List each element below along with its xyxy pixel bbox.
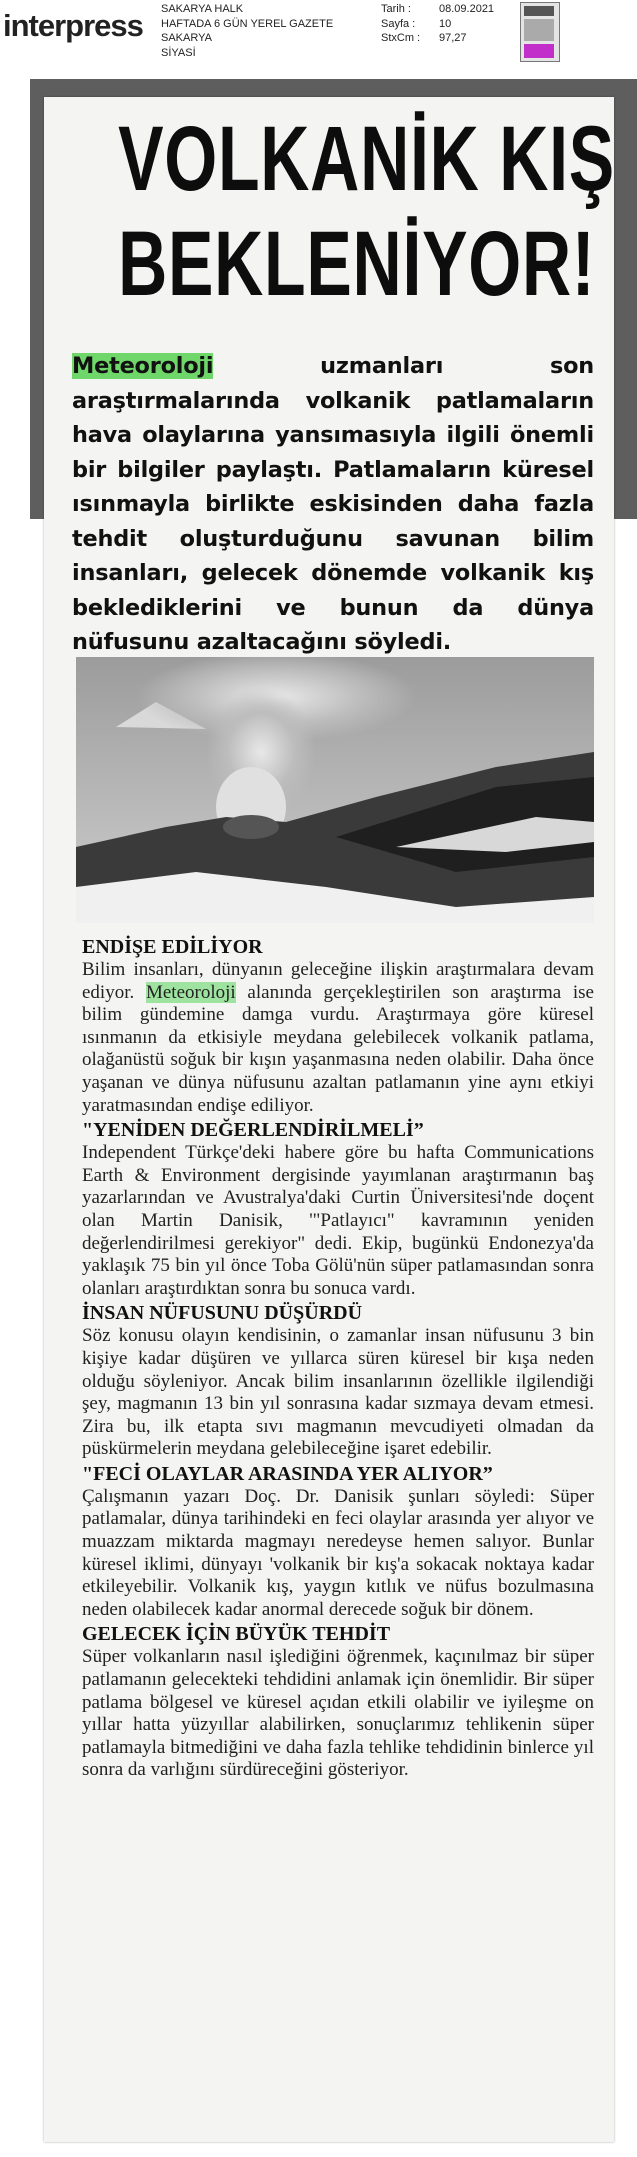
publication-name: SAKARYA HALK [161,3,244,15]
section-heading-2: "YENİDEN DEĞERLENDİRİLMELİ” [82,1119,424,1142]
lead-text: uzmanları son araştırmalarında volkanik patlamaların hava olaylarına yansımasıyla ilgili önemli bir bilgiler paylaştı. Patlamaların küresel ısınmayla birlikte eskisinden daha fazla tehdit oluşturduğunu savunan bilim insanları, gelecek dönemde volkanik kış beklediklerini ve bunun da dünya nüfusunu azaltacağını söyledi. [72,353,594,655]
clipping-header [0,0,637,66]
article-paper [44,97,614,2142]
section-text-5: Süper volkanların nasıl işlediğini öğrenmek, kaçınılmaz bir süper patlamanın gelecekteki tehdidini anlamak için önemlidir. Bir süper patlama bölgesel ve küresel açıdan etkili olabilir ve iyileşme on yıllar hatta yüzyıllar alabilirken, sonuçlarımız tehlikenin süper patlamayla bitmediğini ve daha fazla tehlike tehdidinin binlerce yıl sonra da varlığını sürdüreceğini gösteriyor. [82,1646,594,1781]
clipping-meta [381,2,494,46]
publication-city: SAKARYA [161,32,212,44]
interpress-logo [3,8,143,44]
section-heading-1: ENDİŞE EDİLİYOR [82,936,263,958]
meta-page: Sayfa : 10 [381,17,452,30]
page-thumbnail [520,2,560,62]
section-text-1: Bilim insanları, dünyanın geleceğine ilişkin araştırmalara devam ediyor. Meteoroloji alanında gerçekleştirilen son araştırma ise bilim gündemine damga vurdu. Araştırmaya göre küresel ısınmanın da etkisiyle meydana gelebilecek volkanik patlama, olağanüstü soğuk bir kışın yaşanmasına neden olabilir. Daha önce yaşanan ve dünya nüfusunu azaltan patlamanın yine aynı etkiyi yaratmasından endişe ediliyor. [82,959,594,1116]
publication-category: SİYASİ [161,46,196,59]
article-body [82,935,594,1783]
section-heading-5: GELECEK İÇİN BÜYÜK TEHDİT [82,1623,391,1646]
section-heading-4: "FECİ OLAYLAR ARASINDA YER ALIYOR” [82,1462,493,1485]
logo-text: interpress [3,8,143,43]
lead-paragraph [72,349,594,660]
section-text-3: Söz konusu olayın kendisinin, o zamanlar insan nüfusunu 3 bin kişiye kadar düşüren ve yıllarca süren küresel bir kışa neden olduğu söyleniyor. Ancak bilim insanlarının özellikle ilgilendiği şey, magmanın 13 bin yıl sonrasına kadar sızmaya devam etmesi. Zira bu, ilk etapta sıvı magmanın mevcudiyeti olmadan da püskürmelerin meydana gelebileceğine işaret edebilir. [82,1325,594,1460]
meta-stxcm: StxCm : 97,27 [381,32,467,44]
section-heading-3: İNSAN NÜFUSUNU DÜŞÜRDÜ [82,1302,363,1325]
publication-frequency: HAFTADA 6 GÜN YEREL GAZETE [161,17,334,30]
section-text-2: Independent Türkçe'deki habere göre bu hafta Communications Earth & Environment dergisinde yayımlanan araştırmanın baş yazarlarından ve Avustralya'daki Curtin Üniversitesi'nde doçent olan Martin Danisik, '"Patlayıcı" kavramının yeniden değerlendirilmesi gerekiyor" dedi. Ekip, bugünkü Endonezya'da yaklaşık 75 bin yıl önce Toba Gölü'nün süper patlamasından sonra olanları araştırdıktan sonra bu sonuca vardı. [82,1142,594,1299]
volcano-photo [76,657,594,923]
publication-info [161,2,333,60]
body-keyword-highlight: Meteoroloji [145,981,236,1003]
meta-date: Tarih : 08.09.2021 [381,3,495,15]
lead-keyword-highlight: Meteoroloji [72,353,214,379]
section-text-4: Çalışmanın yazarı Doç. Dr. Danisik şunları söyledi: Süper patlamalar, dünya tarihindeki en feci olaylar arasında yer alıyor ve muazzam miktarda magmayı neredeyse hemen salıyor. Bunlar küresel iklimi, dünyayı 'volkanik bir kış'a sokacak noktaya kadar etkileyebilir. Volkanik kış, yaygın kıtlık ve nüfus bozulmasına neden olabilecek kadar anormal derecede soğuk bir dönem. [82,1485,594,1620]
headline-line-2: BEKLENİYOR! [118,213,596,315]
headline-line-1: VOLKANİK KIŞ [118,108,615,210]
